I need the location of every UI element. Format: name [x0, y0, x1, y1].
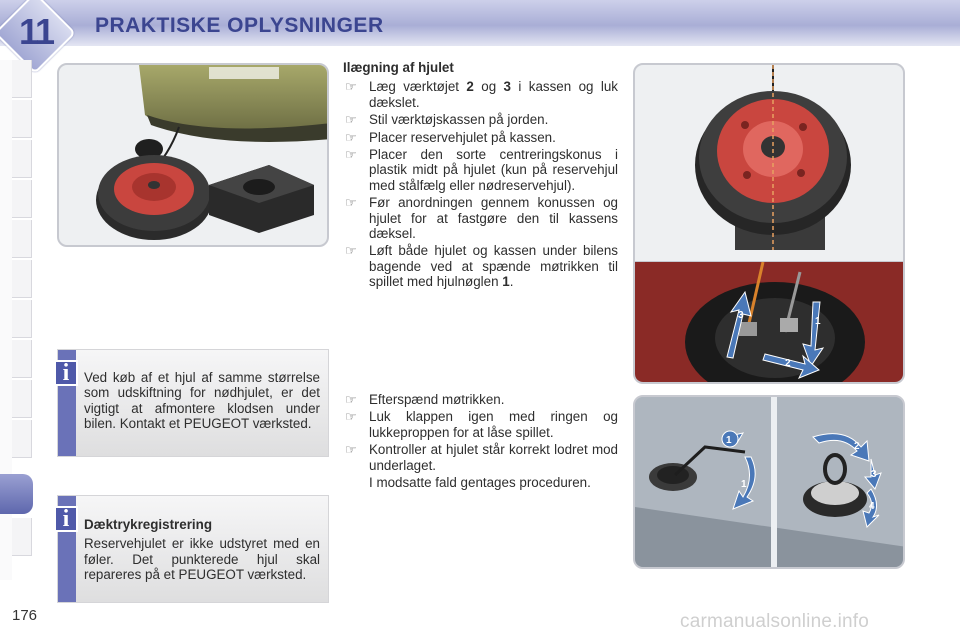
page-title: PRAKTISKE OPLYSNINGER: [95, 14, 384, 37]
hand-pointer-icon: ☞: [345, 442, 357, 458]
chapter-tab[interactable]: [12, 60, 32, 98]
installation-steps-bottom: [343, 392, 618, 473]
step-text: .: [509, 274, 514, 290]
arrow-label-1: 1: [815, 316, 821, 327]
hand-pointer-icon: ☞: [345, 409, 357, 425]
info-heading: Dæktrykregistrering: [84, 517, 213, 532]
hand-pointer-icon: ☞: [345, 243, 357, 259]
step-text: Efterspænd møtrikken.: [369, 392, 505, 407]
trunk-label-3: 3: [871, 469, 877, 480]
hand-pointer-icon: ☞: [345, 392, 357, 407]
cable-detail-illustration: [635, 262, 905, 384]
chapter-tab[interactable]: [12, 340, 32, 378]
arrow-label-3: 3: [738, 310, 744, 321]
step-text: Luk klappen igen med ringen og lukkeproppen for at låse spillet.: [369, 409, 618, 440]
step-item: [343, 195, 618, 241]
closing-note: I modsatte fald gentages proceduren.: [369, 475, 591, 491]
info-text: Ved køb af et hjul af samme størrelse som udskiftning for nødhjulet, er det vigtigt at afmontere klodsen under bilen. Kontakt et PEUGEOT værksted.: [84, 370, 320, 432]
step-item: [343, 409, 618, 440]
step-ref: 1: [502, 274, 510, 290]
hand-pointer-icon: ☞: [345, 195, 357, 211]
trunk-lock-illustration: [635, 397, 905, 569]
step-text: Læg værktøjet: [369, 79, 467, 95]
watermark: carmanualsonline.info: [680, 611, 870, 632]
step-item: [343, 112, 618, 127]
trunk-label-2: 2: [854, 441, 860, 452]
step-item: [343, 147, 618, 193]
trunk-label-1b: 1: [741, 479, 747, 490]
chapter-tab[interactable]: [12, 380, 32, 418]
wheel-on-box-illustration: [635, 65, 905, 263]
arrow-label-2: 2: [785, 358, 791, 369]
chapter-tab[interactable]: [12, 300, 32, 338]
photo-wheel-on-box: [633, 63, 905, 263]
hand-pointer-icon: ☞: [345, 129, 357, 145]
car-spare-wheel-illustration: [59, 65, 329, 247]
info-icon: i: [54, 360, 78, 386]
hand-pointer-icon: ☞: [345, 147, 357, 163]
photo-trunk-lock: [633, 395, 905, 569]
step-text: i kassen og luk dækslet.: [369, 79, 618, 110]
chapter-number: 11: [18, 11, 54, 52]
installation-heading: Ilægning af hjulet: [343, 60, 454, 75]
info-icon: i: [54, 506, 78, 532]
chapter-tab[interactable]: [12, 518, 32, 556]
photo-car-spare-wheel: [57, 63, 329, 247]
chapter-tabs: [0, 60, 34, 580]
chapter-tab[interactable]: [12, 220, 32, 258]
step-text: Kontroller at hjulet står korrekt lodret mod underlaget.: [369, 442, 618, 473]
chapter-tab[interactable]: [12, 260, 32, 298]
step-text: Placer den sorte centreringskonus i plastik midt på hjulet (kun på reservehjul med stålfælg eller nødreservehjul).: [369, 147, 618, 193]
info-content: [84, 517, 320, 583]
step-text: og: [473, 79, 504, 95]
installation-steps-top: [343, 79, 618, 289]
page-number: 176: [12, 607, 38, 624]
step-item: [343, 130, 618, 145]
step-item: [343, 392, 618, 407]
chapter-tab[interactable]: [12, 180, 32, 218]
chapter-tab[interactable]: [12, 140, 32, 178]
step-text: Løft både hjulet og kassen under bilens bagende ved at spænde møtrikken til spillet med hjulnøglen: [369, 243, 618, 290]
trunk-label-1a: 1: [726, 435, 732, 446]
step-text: Placer reservehjulet på kassen.: [369, 129, 556, 145]
info-text: Reservehjulet er ikke udstyret med en føler. Det punkterede hjul skal repareres på et PEUGEOT værksted.: [84, 536, 320, 583]
step-item: [343, 442, 618, 473]
info-box-tyre-pressure: [57, 495, 329, 603]
trunk-label-4: 4: [869, 501, 875, 512]
chapter-tab-active[interactable]: [0, 474, 33, 514]
step-item: [343, 79, 618, 110]
photo-cable-detail: [633, 262, 905, 384]
step-item: [343, 243, 618, 289]
hand-pointer-icon: ☞: [345, 112, 357, 128]
installation-section-bottom: [343, 392, 618, 490]
hand-pointer-icon: ☞: [345, 79, 357, 95]
step-ref: 2: [466, 79, 474, 95]
step-text: Stil værktøjskassen på jorden.: [369, 112, 549, 128]
chapter-tab[interactable]: [12, 420, 32, 458]
step-ref: 3: [503, 79, 511, 95]
installation-section: [343, 60, 618, 292]
step-text: Før anordningen gennem konussen og hjulet for at fastgøre den til kassens dæksel.: [369, 195, 618, 242]
info-box-replacement-wheel: [57, 349, 329, 457]
chapter-tab[interactable]: [12, 100, 32, 138]
